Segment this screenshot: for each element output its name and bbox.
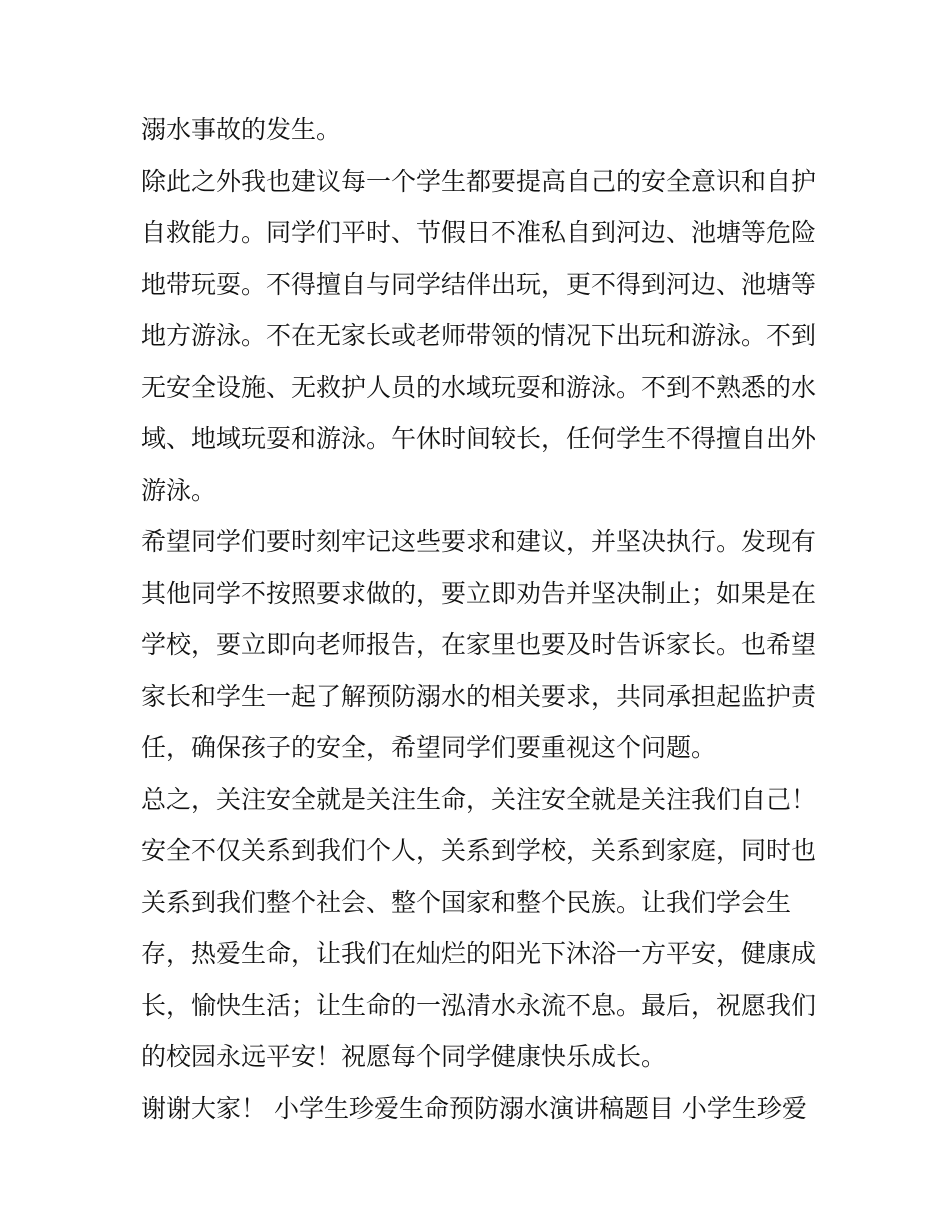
- text-line: 存，热爱生命，让我们在灿烂的阳光下沐浴一方平安，健康成: [141, 939, 817, 968]
- text-line: 无安全设施、无救护人员的水域玩耍和游泳。不到不熟悉的水: [141, 372, 817, 402]
- text-line: 其他同学不按照要求做的，要立即劝告并坚决制止；如果是在: [141, 578, 817, 608]
- text-line: 地带玩耍。不得擅自与同学结伴出玩，更不得到河边、池塘等: [141, 269, 817, 299]
- text-line: 谢谢大家！ 小学生珍爱生命预防溺水演讲稿题目 小学生珍爱: [141, 1093, 807, 1123]
- text-line: 安全不仅关系到我们个人，关系到学校，关系到家庭，同时也: [141, 836, 817, 865]
- text-line: 学校，要立即向老师报告，在家里也要及时告诉家长。也希望: [141, 630, 817, 659]
- text-line: 自救能力。同学们平时、节假日不准私自到河边、池塘等危险: [141, 218, 817, 247]
- text-line: 域、地域玩耍和游泳。午休时间较长，任何学生不得擅自出外: [141, 424, 817, 453]
- text-line: 家长和学生一起了解预防溺水的相关要求，共同承担起监护责: [141, 681, 817, 711]
- text-line: 游泳。: [141, 475, 217, 505]
- text-line: 关系到我们整个社会、整个国家和整个民族。让我们学会生: [141, 887, 792, 917]
- body-text: [141, 104, 831, 1134]
- text-line: 溺水事故的发生。: [141, 115, 342, 144]
- text-line: 的校园永远平安！祝愿每个同学健康快乐成长。: [141, 1042, 667, 1071]
- text-line: 希望同学们要时刻牢记这些要求和建议，并坚决执行。发现有: [141, 527, 817, 556]
- text-line: 长，愉快生活；让生命的一泓清水永流不息。最后，祝愿我们: [141, 990, 817, 1020]
- text-line: 总之，关注安全就是关注生命，关注安全就是关注我们自己！: [141, 784, 817, 814]
- text-line: 除此之外我也建议每一个学生都要提高自己的安全意识和自护: [141, 166, 817, 196]
- text-line: 任，确保孩子的安全，希望同学们要重视这个问题。: [141, 733, 717, 762]
- text-line: 地方游泳。不在无家长或老师带领的情况下出玩和游泳。不到: [141, 321, 817, 350]
